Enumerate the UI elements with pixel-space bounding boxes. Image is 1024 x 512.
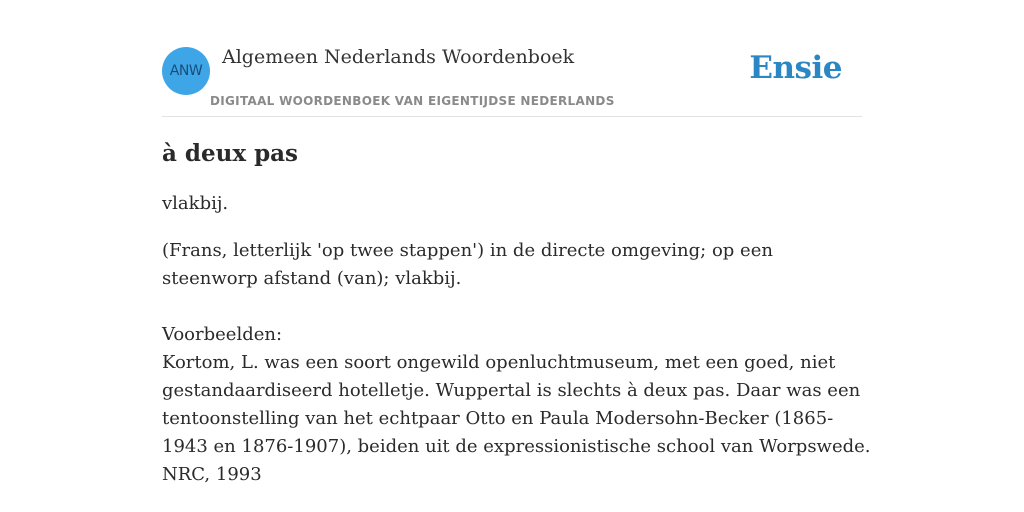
ensie-brand-link[interactable]: Ensie	[749, 50, 842, 86]
example-source: NRC, 1993	[162, 464, 262, 485]
definition-block	[162, 237, 872, 489]
site-title[interactable]: Algemeen Nederlands Woordenboek	[222, 46, 575, 68]
site-header	[162, 46, 862, 117]
spacer	[162, 293, 872, 321]
anw-logo[interactable]	[162, 47, 210, 95]
site-subtitle: DIGITAAL WOORDENBOEK VAN EIGENTIJDSE NEDERLANDS	[210, 94, 615, 108]
examples-label: Voorbeelden:	[162, 324, 283, 345]
long-definition: (Frans, letterlijk 'op twee stappen') in de directe omgeving; op een steenworp afstand (van); vlakbij.	[162, 240, 773, 289]
entry-content	[162, 138, 872, 489]
entry-headword: à deux pas	[162, 140, 299, 167]
example-text: Kortom, L. was een soort ongewild openluchtmuseum, met een goed, niet gestandaardiseerd hotelletje. Wuppertal is slechts à deux pas. Daar was een tentoonstelling van het echtpaar Otto en Paula Modersohn-Becker (1865-1943 en 1876-1907), beiden uit de expressionistische school van Worpswede.	[162, 352, 871, 457]
anw-logo-text: ANW	[169, 63, 203, 79]
short-definition: vlakbij.	[162, 193, 229, 214]
